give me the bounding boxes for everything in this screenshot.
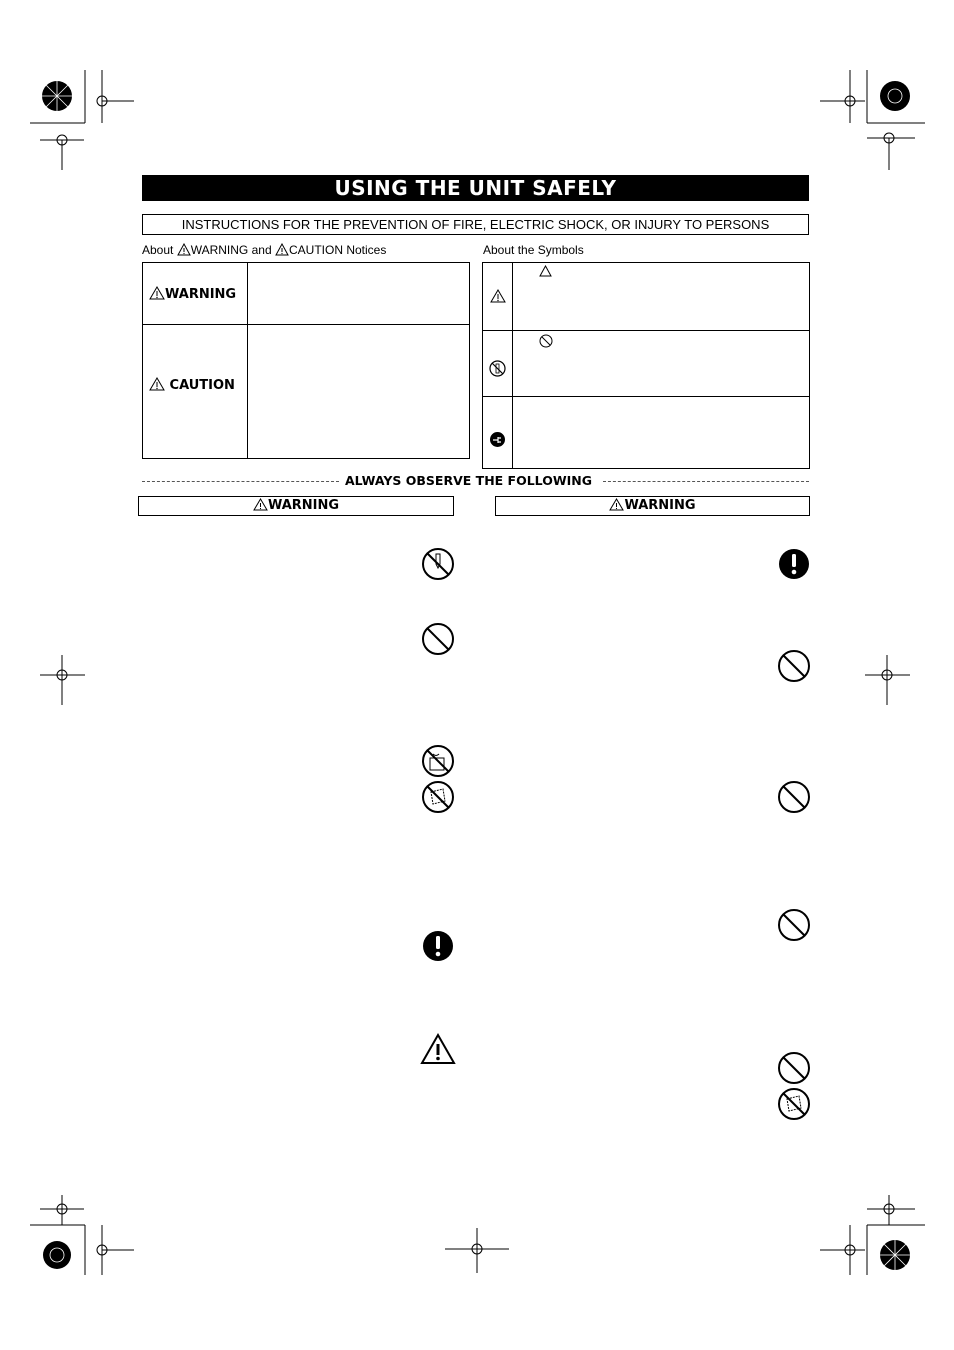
prohibited-icon xyxy=(777,908,811,942)
registration-mark-top-right xyxy=(815,60,925,180)
symbols-table xyxy=(482,262,810,469)
warning-triangle-icon xyxy=(253,498,268,511)
notices-heading xyxy=(142,243,386,257)
no-disassemble-icon xyxy=(489,360,506,377)
notices-heading-warning: WARNING xyxy=(190,243,249,257)
no-wet-hands-icon xyxy=(421,744,455,778)
unplug-icon xyxy=(489,431,506,448)
warning-triangle-icon xyxy=(609,498,624,511)
left-warning-header: WARNING xyxy=(138,496,454,516)
registration-mark-bottom-right xyxy=(815,1195,925,1285)
registration-mark-bottom-left xyxy=(30,1195,140,1285)
right-warning-header: WARNING xyxy=(495,496,810,516)
prohibited-icon xyxy=(421,622,455,656)
warning-triangle-icon xyxy=(149,286,165,300)
prohibited-icon xyxy=(777,1051,811,1085)
warning-triangle-icon xyxy=(490,289,506,303)
no-water-icon xyxy=(421,780,455,814)
page-title: USING THE UNIT SAFELY xyxy=(142,175,809,201)
divider-right xyxy=(603,481,809,482)
always-observe-heading: ALWAYS OBSERVE THE FOLLOWING xyxy=(345,473,592,488)
mandatory-icon xyxy=(421,929,455,963)
divider-left xyxy=(142,481,339,482)
notices-heading-suffix: Notices xyxy=(346,243,387,257)
prohibited-icon xyxy=(777,649,811,683)
registration-mark-bottom-center xyxy=(445,1228,509,1278)
symbols-heading: About the Symbols xyxy=(483,243,584,257)
notice-caution-label: CAUTION xyxy=(149,377,235,393)
caution-triangle-icon xyxy=(275,243,289,256)
instructions-banner: INSTRUCTIONS FOR THE PREVENTION OF FIRE, ELECTRIC SHOCK, OR INJURY TO PERSONS xyxy=(142,214,809,235)
small-triangle-icon xyxy=(539,265,552,277)
warning-triangle-icon xyxy=(420,1033,456,1065)
warning-triangle-icon xyxy=(177,243,191,256)
prohibited-icon xyxy=(777,780,811,814)
notice-table xyxy=(142,262,470,459)
registration-mark-right-middle xyxy=(865,655,915,705)
small-prohibited-icon xyxy=(539,334,553,348)
no-water-icon xyxy=(777,1087,811,1121)
notices-heading-caution: CAUTION xyxy=(288,243,343,257)
registration-mark-top-left xyxy=(30,60,140,180)
registration-mark-left-middle xyxy=(40,655,90,705)
mandatory-icon xyxy=(777,547,811,581)
caution-triangle-icon xyxy=(149,377,165,391)
notices-heading-and: and xyxy=(251,243,272,257)
no-disassemble-icon xyxy=(421,547,455,581)
notice-warning-label: WARNING xyxy=(149,286,236,302)
notices-heading-prefix: About xyxy=(142,243,174,257)
